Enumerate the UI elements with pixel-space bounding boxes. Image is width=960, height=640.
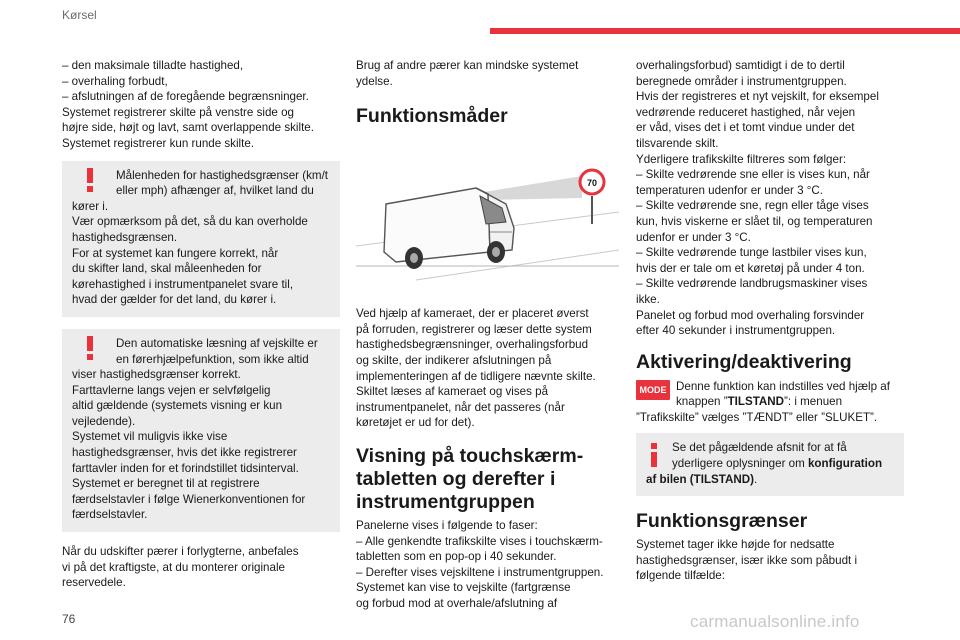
text-line: hastighedsgrænser, hvis det ikke registrerer <box>72 446 297 460</box>
text-line <box>646 456 894 472</box>
text-line: køretøjet er ud for det). <box>356 416 475 430</box>
info-text-bold2: af bilen (TILSTAND) <box>646 472 754 486</box>
paragraph <box>636 58 904 339</box>
info-text-post: . <box>753 472 758 486</box>
info-text-pre: yderligere oplysninger om <box>672 457 808 471</box>
speed-sign-value: 70 <box>586 178 598 189</box>
watermark-text: carmanualsonline.info <box>690 612 860 631</box>
text-line: Panelerne vises i følgende to faser: <box>356 518 538 532</box>
heading-line: Visning på touchskærm- <box>356 444 584 467</box>
text-line: Yderligere trafikskilte filtreres som følger: <box>636 152 847 166</box>
text-line: Målenheden for hastighedsgrænser (km/t <box>116 168 329 182</box>
text-line: – Alle genkendte trafikskilte vises i touchskærm- <box>356 534 603 548</box>
header-accent-bar <box>490 28 960 34</box>
paragraph <box>636 537 904 584</box>
text-line: farttavler inden for et forindstillet tidsinterval. <box>72 461 299 475</box>
text-line <box>646 472 894 488</box>
text-line: Systemet er beregnet til at registrere <box>72 477 260 491</box>
text-line: kørehastighed i instrumentpanelet svare til, <box>72 277 294 291</box>
text-line: færdselstavler. <box>72 508 148 522</box>
text-line: – Derefter vises vejskiltene i instrumentgruppen. <box>356 565 604 579</box>
text-line: viser hastighedsgrænser korrekt. <box>72 368 241 382</box>
column-left <box>62 58 340 591</box>
text-line: vejledende). <box>72 414 136 428</box>
text-line: følgende tilfælde: <box>636 569 725 583</box>
text-line: højre side, højt og lavt, samt overlappende skilte. <box>62 121 314 135</box>
text-line: vi på det kraftigste, at du monterer originale <box>62 560 285 574</box>
text-line: kører i. <box>72 199 109 213</box>
text-line: overhalingsforbud) samtidigt i de to dertil <box>636 59 845 72</box>
mode-text-pre: knappen ” <box>676 395 728 409</box>
text-line: udenfor er under 3 °C. <box>636 230 751 244</box>
warning-exclamation-icon <box>86 168 94 192</box>
text-line: en førerhjælpefunktion, som ikke altid <box>116 352 309 366</box>
text-line: hvad der gælder for det land, du kører i. <box>72 293 277 307</box>
text-line: Systemet vil muligvis ikke vise <box>72 430 228 444</box>
text-line: Systemet kan vise to vejskilte (fartgrænse <box>356 581 571 595</box>
heading-line: instrumentgruppen <box>356 490 535 513</box>
text-line: Når du udskifter pærer i forlygterne, anbefales <box>62 545 299 559</box>
text-line: er våd, vises det i et tomt vindue under det <box>636 121 855 135</box>
text-line: – Skilte vedrørende sne eller is vises kun, når <box>636 168 870 182</box>
text-line: – den maksimale tilladte hastighed, <box>62 59 244 72</box>
mode-button-icon: MODE <box>636 380 670 400</box>
text-line: tilsvarende skilt. <box>636 136 719 150</box>
text-line: – overhaling forbudt, <box>62 74 168 88</box>
text-line: For at systemet kan fungere korrekt, når <box>72 246 279 260</box>
mode-text-post: ”: i menuen <box>784 395 843 409</box>
text-line: Vær opmærksom på det, så du kan overholde <box>72 215 308 229</box>
text-line: hastighedsgrænser, især ikke som påbudt i <box>636 553 858 567</box>
van-camera-illustration <box>356 154 619 294</box>
text-line: vedrørende reduceret hastighed, når vejen <box>636 105 856 119</box>
paragraph <box>356 306 620 431</box>
text-line: Brug af andre pærer kan mindske systemet <box>356 59 579 72</box>
paragraph <box>356 518 620 612</box>
heading-visning <box>356 445 620 514</box>
info-box <box>636 433 904 496</box>
info-text-bold: konfiguration <box>807 457 883 471</box>
van-illustration-svg <box>356 154 619 294</box>
text-line: Hvis der registreres et nyt vejskilt, for eksempel <box>636 90 879 104</box>
text-line <box>636 379 904 395</box>
outro-text <box>62 544 340 591</box>
column-middle <box>356 58 620 612</box>
text-line: og forbud mod at overhale/afslutning af <box>356 596 558 610</box>
page-number: 76 <box>62 612 76 626</box>
text-line: implementeringen af de tidligere nævnte skilte. <box>356 369 596 383</box>
text-line: Farttavlerne langs vejen er selvfølgelig <box>72 383 271 397</box>
mode-text-bold: TILSTAND <box>727 395 785 409</box>
text-line: tabletten som en pop-op i 40 sekunder. <box>356 550 557 564</box>
heading-aktivering: Aktivering/deaktivering <box>636 350 852 373</box>
text-line: på forruden, registrerer og læser dette system <box>356 322 592 336</box>
text-line: hvis der er tale om et køretøj på under 4 ton. <box>636 261 865 275</box>
info-text-line1: Se det pågældende afsnit for at få <box>672 441 847 455</box>
text-line: efter 40 sekunder i instrumentgruppen. <box>636 324 836 338</box>
text-line: – Skilte vedrørende tunge lastbiler vises kun, <box>636 246 867 260</box>
section-title: Kørsel <box>62 8 97 22</box>
text-line: Panelet og forbud mod overhaling forsvinder <box>636 308 865 322</box>
warning-box <box>62 329 340 532</box>
text-line: – Skilte vedrørende sne, regn eller tåge vises <box>636 199 869 213</box>
text-line: beregnede områder i instrumentgruppen. <box>636 74 847 88</box>
text-line: kun, hvis viskerne er slået til, og temperaturen <box>636 214 873 228</box>
text-line: Systemet tager ikke højde for nedsatte <box>636 538 835 552</box>
text-line: og skilte, der indikerer afslutningen på <box>356 353 552 367</box>
text-line: Skiltet læses af kameraet og vises på <box>356 385 549 399</box>
heading-line: tabletten og derefter i <box>356 467 556 490</box>
warning-exclamation-icon <box>86 336 94 360</box>
text-line: reservedele. <box>62 576 126 590</box>
text-line: Systemet registrerer skilte på venstre side og <box>62 105 294 119</box>
info-icon <box>650 443 658 467</box>
text-line <box>646 440 894 456</box>
text-line: – Skilte vedrørende landbrugsmaskiner vises <box>636 277 868 291</box>
text-line: Ved hjælp af kameraet, der er placeret øverst <box>356 307 589 321</box>
text-line: instrumentpanelet, når det passeres (når <box>356 400 565 414</box>
text-line: færdselstavler i følge Wienerkonventionen for <box>72 492 306 506</box>
text-line: ”Trafikskilte” vælges ”TÆNDT” eller ”SLUKET”. <box>636 410 878 424</box>
column-right <box>636 58 904 584</box>
mode-instruction <box>636 379 904 426</box>
text-line: hastighedsgrænsen. <box>72 230 178 244</box>
warning-box <box>62 161 340 317</box>
mode-text-line1: Denne funktion kan indstilles ved hjælp af <box>676 379 890 393</box>
text-line: altid gældende (systemets visning er kun <box>72 399 283 413</box>
heading-funktionsmaader: Funktionsmåder <box>356 105 508 128</box>
text-line: ydelse. <box>356 74 393 88</box>
intro-text <box>62 58 340 152</box>
text-line: eller mph) afhænger af, hvilket land du <box>116 184 314 198</box>
text-line <box>636 394 904 410</box>
text-line: hastighedsbegrænsninger, overhalingsforbud <box>356 338 589 352</box>
text-line: temperaturen udenfor er under 3 °C. <box>636 183 824 197</box>
text-line: du skifter land, skal måleenheden for <box>72 262 262 276</box>
text-line: ikke. <box>636 292 660 306</box>
heading-funktionsgraenser: Funktionsgrænser <box>636 510 808 533</box>
text-line: Den automatiske læsning af vejskilte er <box>116 336 318 350</box>
text-line: Systemet registrerer kun runde skilte. <box>62 136 255 150</box>
text-line: – afslutningen af de foregående begrænsninger. <box>62 90 309 104</box>
